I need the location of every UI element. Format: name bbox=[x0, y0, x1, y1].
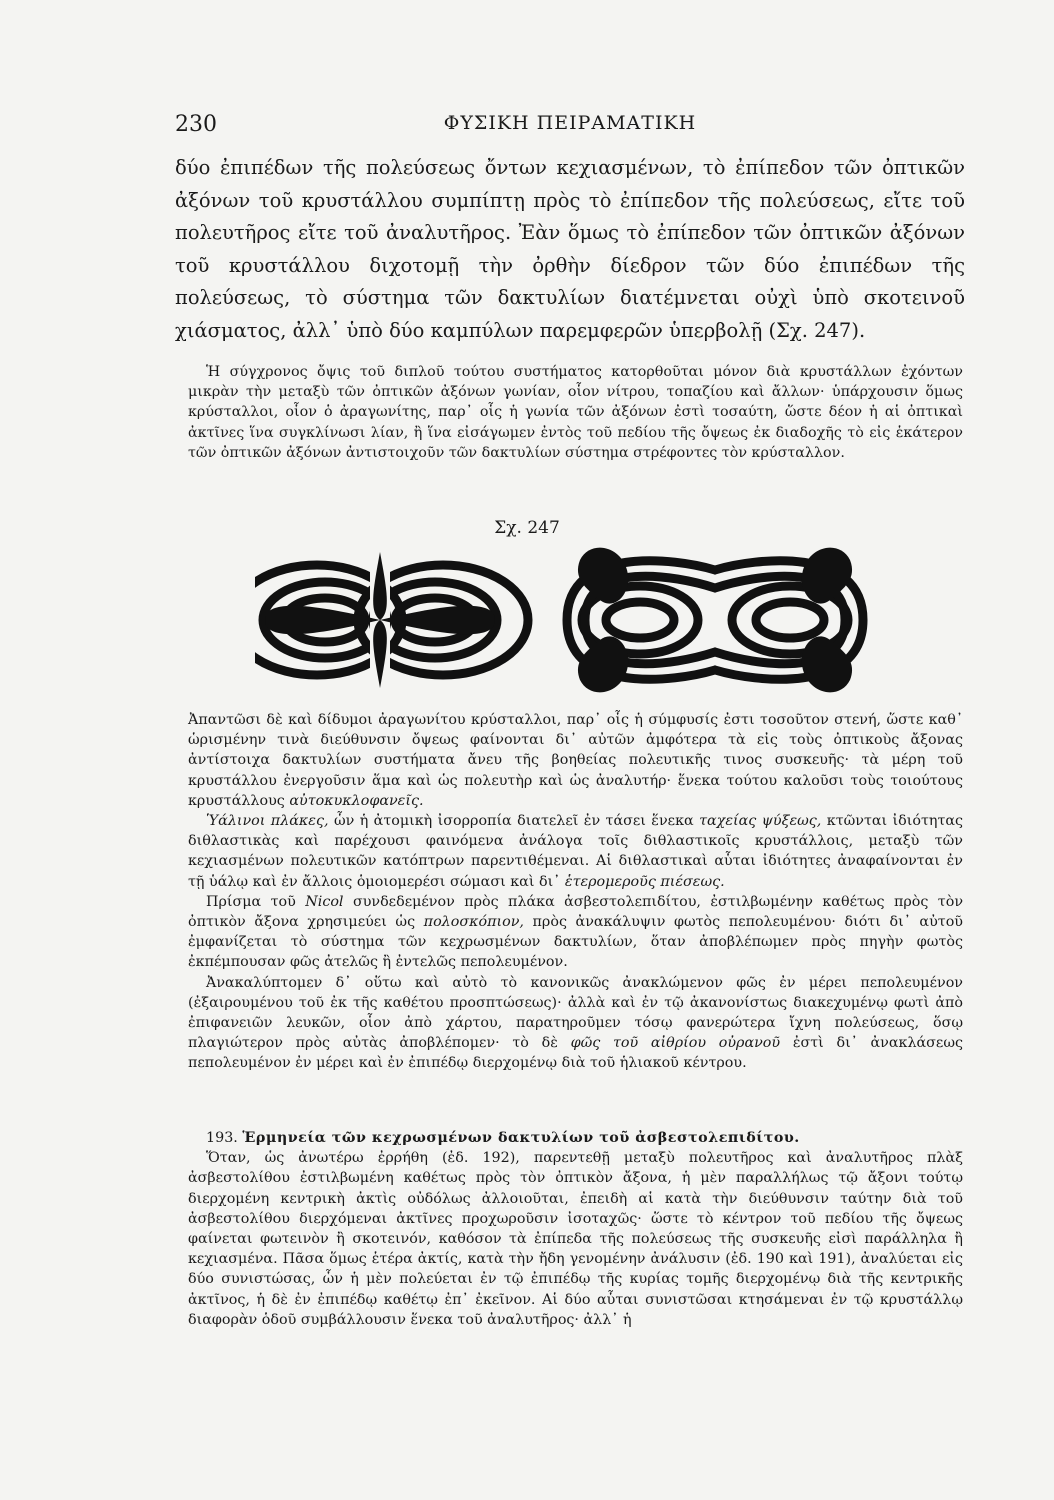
term-nicol: Nicol bbox=[305, 893, 344, 910]
paragraph-apantosi bbox=[188, 710, 963, 811]
small-print-block-2 bbox=[188, 710, 963, 1074]
intro-text: δύο ἐπιπέδων τῆς πολεύσεως ὄντων κεχιασμένων, τὸ ἐπίπεδον τῶν ὀπτικῶν ἀξόνων τοῦ κρυστάλλου συμπίπτῃ πρὸς τὸ ἐπίπεδον τῆς πολεύσεως, εἴτε τοῦ πολευτῆρος εἴτε τοῦ ἀναλυτῆρος. Ἐὰν ὅμως τὸ ἐπίπεδον τῶν ὀπτικῶν ἀξόνων τοῦ κρυστάλλου διχοτομῇ τὴν ὀρθὴν δίεδρον τῶν δύο ἐπιπέδων τῆς πολεύσεως, τὸ σύστημα τῶν δακτυλίων διατέμνεται οὐχὶ ὑπὸ σκοτεινοῦ χιάσματος, ἀλλ᾽ ὑπὸ δύο καμπύλων παρεμφερῶν ὑπερβολῇ (Σχ. 247). bbox=[175, 156, 965, 342]
figure-247-ring-systems bbox=[255, 540, 905, 700]
anakalyptomen-text-2: ἐστὶ δι᾽ ἀνακλάσεως πεπολευμένον ἐν μέρει καὶ ἐν ἐπιπέδῳ διερχομένῳ διὰ τοῦ ἡλιακοῦ κέντρου. bbox=[188, 1035, 963, 1072]
section-193-text: Ὅταν, ὡς ἀνωτέρω ἐρρήθη (ἐδ. 192), παρεντεθῇ μεταξὺ πολευτῆρος καὶ ἀναλυτῆρος πλὰξ ἀσβεστολίθου ἐστιλβωμένη καθέτως πρὸς τὸν ὀπτικὸν ἄξονα, ἡ μὲν παραλλήλως τῷ ἄξονι τούτῳ διερχομένη κεντρικὴ ἀκτὶς οὐδόλως ἀλλοιοῦται, ἐπειδὴ αἱ κατὰ τὴν διεύθυνσιν ταύτην διὰ τοῦ ἀσβεστολίθου διερχόμεναι ἀκτῖνες προχωροῦσιν ἰσοταχῶς· ὥστε τὸ κέντρον τοῦ πεδίου τῆς ὄψεως φαίνεται φωτεινὸν ἢ σκοτεινόν, καθόσον τὰ ἐπίπεδα τῆς πολεύσεως τῆς συσκευῆς εἰσὶ παράλληλα ἢ κεχιασμένα. Πᾶσα ὅμως ἑτέρα ἀκτίς, κατὰ τὴν ἤδη γενομένην ἀνάλυσιν (ἐδ. 190 καὶ 191), ἀναλύεται εἰς δύο συνιστώσας, ὧν ἡ μὲν πολεύεται ἐν τῷ ἐπιπέδῳ τῆς κυρίας τομῆς διερχομένῳ διὰ τῆς κεντρικῆς ἀκτῖνος, ἡ δὲ ἐν ἐπιπέδῳ καθέτῳ ἐπ᾽ ἐκεῖνον. Αἱ δύο αὗται συνιστῶσαι κτησάμεναι ἐν τῷ κρυστάλλῳ διαφορὰν ὁδοῦ συμβάλλουσιν ἕνεκα τοῦ ἀναλυτῆρος· ἀλλ᾽ ἡ bbox=[188, 1150, 963, 1328]
yalinoi-text-2: κτῶνται ἰδιότητας διθλαστικὰς καὶ παρέχουσι φαινόμενα ἀνάλογα τοῖς διθλαστικοῖς κρυστάλλοις, μεταξὺ τῶν κεχιασμένων πολευτικῶν κατόπτρων παρεντιθέμεναι. Αἱ διθλαστικαὶ αὗται ἰδιότητες ἀναφαίνονται ἐν τῇ ὑάλῳ καὶ ἐν ἄλλοις ὁμοιομερέσι σώμασι καὶ δι᾽ bbox=[188, 813, 964, 890]
prisma-text-1: Πρίσμα τοῦ bbox=[206, 893, 296, 910]
intro-paragraph bbox=[175, 152, 965, 347]
page-number: 230 bbox=[175, 112, 217, 137]
paragraph-syncronos: Ἡ σύγχρονος ὄψις τοῦ διπλοῦ τούτου συστήματος κατορθοῦται μόνον διὰ κρυστάλλων ἐχόντων μικρὰν τὴν μεταξὺ τῶν ὀπτικῶν ἀξόνων γωνίαν, οἷον νίτρου, τοπαζίου καὶ ἄλλων· ὑπάρχουσιν ὅμως κρύσταλλοι, οἷον ὁ ἀραγωνίτης, παρ᾽ οἷς ἡ γωνία τῶν ἀξόνων ἐστὶ τοσαύτη, ὥστε δέον ἡ αἱ ὀπτικαὶ ἀκτῖνες ἵνα συγκλίνωσι λίαν, ἢ ἵνα εἰσάγωμεν ἐντὸς τοῦ πεδίου τῆς ὄψεως ἐκ διαδοχῆς τὸ εἰς ἑκάτερον τῶν ὀπτικῶν ἀξόνων ἀντιστοιχοῦν τῶν δακτυλίων σύστημα στρέφοντες τὸν κρύσταλλον. bbox=[188, 364, 963, 461]
section-number: 193. bbox=[206, 1130, 238, 1146]
term-tacheias-psyxeos: ταχείας ψύξεως, bbox=[699, 813, 822, 830]
term-yalinoi-plakes: Ὑάλινοι πλάκες, bbox=[206, 813, 329, 830]
paragraph-yalinoi bbox=[188, 811, 963, 892]
paragraph-prisma bbox=[188, 892, 963, 973]
left-dark-brushes bbox=[265, 552, 495, 688]
anakalyptomen-text-1: Ἀνακαλύπτομεν δ᾽ οὕτω καὶ αὐτὸ τὸ κανονικῶς ἀνακλώμενον φῶς ἐν μέρει πεπολευμένον (ἐξαιρουμένου τοῦ ἐκ τῆς καθέτου προσπτώσεως)· ἀλλὰ καὶ ἐν τῷ ἀκανονίστως διακεχυμένῳ φωτὶ ἀπὸ ἐπιφανειῶν λευκῶν, οἷον ἀπὸ χάρτου, παρατηροῦμεν τόσῳ φανερώτερα ἴχνη πολεύσεως, ὅσῳ πλαγιώτερον πρὸς αὐτὰς ἀποβλέπομεν· τὸ δὲ bbox=[188, 974, 963, 1052]
prisma-text-3: πρὸς ἀνακάλυψιν φωτὸς πεπολευμένου· διότι δι᾽ αὐτοῦ ἐμφανίζεται τὸ σύστημα τῶν κεχρωσμένων δακτυλίων, ὅταν ἀποβλέπωμεν πρὸς πηγὴν φωτὸς ἐκπέμπουσαν φῶς ἀτελῶς ἢ ἐντελῶς πεπολευμένον. bbox=[188, 914, 963, 971]
term-poloskopion: πολοσκόπιον, bbox=[423, 914, 524, 931]
section-heading: Ἑρμηνεία τῶν κεχρωσμένων δακτυλίων τοῦ ἀσβεστολεπιδίτου. bbox=[242, 1130, 800, 1146]
running-title: ΦΥΣΙΚΗ ΠΕΙΡΑΜΑΤΙΚΗ bbox=[443, 112, 697, 134]
section-193 bbox=[188, 1128, 963, 1330]
prisma-text-2: συνδεδεμένον πρὸς πλάκα ἀσβεστολεπιδίτου, ἐστιλβωμένην καθέτως πρὸς τὸν ὀπτικὸν ἄξονα χρησιμεύει ὡς bbox=[188, 893, 964, 931]
figure-caption: Σχ. 247 bbox=[494, 518, 560, 538]
paragraph-anakalyptomen bbox=[188, 973, 963, 1074]
yalinoi-text-1: ὧν ἡ ἀτομικὴ ἰσορροπία διατελεῖ ἐν τάσει ἕνεκα bbox=[333, 813, 694, 830]
term-autokykloraneis: αὐτοκυκλοφανεῖς. bbox=[289, 792, 424, 809]
term-heteromerous-pieseos: ἑτερομεροῦς πιέσεως. bbox=[564, 873, 725, 890]
apantosi-text: Ἀπαντῶσι δὲ καὶ δίδυμοι ἀραγωνίτου κρύσταλλοι, παρ᾽ οἷς ἡ σύμφυσίς ἐστι τοσοῦτον στενή, ὥστε καθ᾽ ὡρισμένην τινὰ διεύθυνσιν ὄψεως φαίνονται δι᾽ αὐτῶν ἀμφότερα τὰ εἰς τοὺς ὀπτικοὺς ἄξονας ἀντίστοιχα δακτυλίων συστήματα ἄνευ τῆς βοηθείας πολευτικῆς τινος συσκευῆς· τὰ μέρη τοῦ κρυστάλλου ἐνεργοῦσιν ἅμα καὶ ὡς πολευτὴρ καὶ ὡς ἀναλυτήρ· ἕνεκα τούτου καλοῦσι τοὺς τοιούτους κρυστάλλους bbox=[188, 712, 963, 809]
small-print-block-1 bbox=[188, 362, 963, 463]
term-fos-ouranou: φῶς τοῦ αἰθρίου οὐρανοῦ bbox=[570, 1035, 781, 1052]
section-193-heading bbox=[188, 1128, 963, 1148]
page-header bbox=[175, 112, 965, 142]
